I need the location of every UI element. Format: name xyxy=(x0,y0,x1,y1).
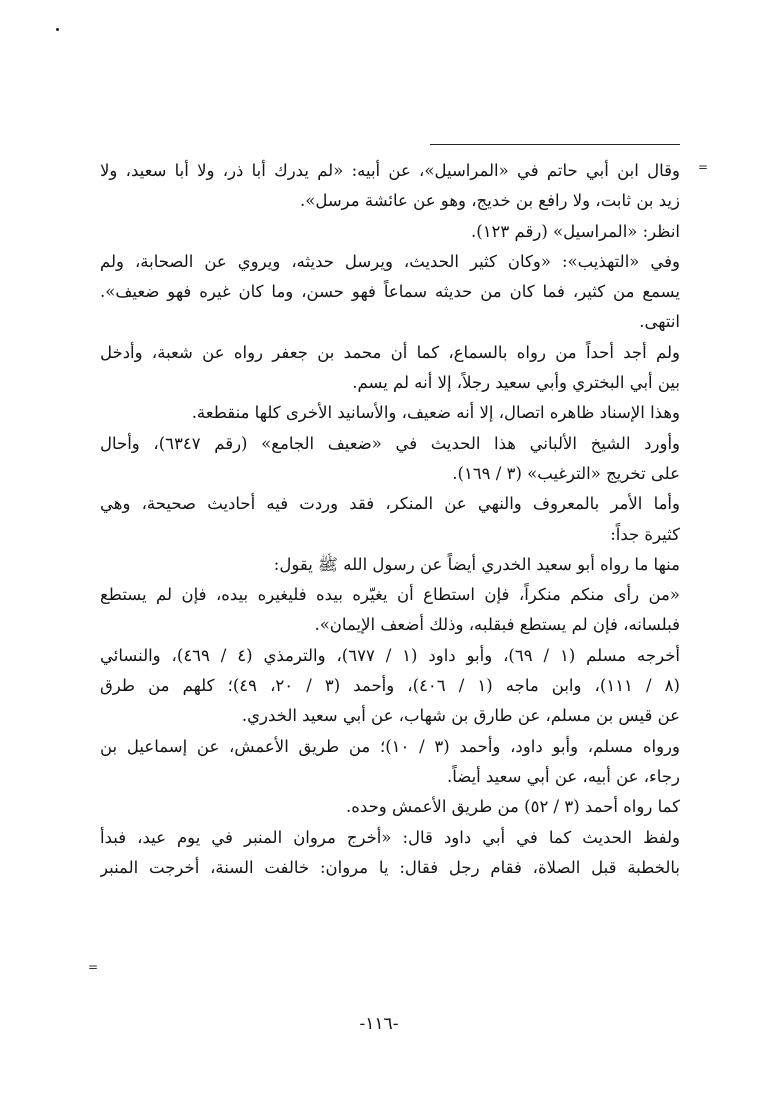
text-line: كثيرة جداً: xyxy=(610,524,680,544)
text-line: وقال ابن أبي حاتم في «المراسيل»، عن أبيه: «لم يدرك أبا ذر، ولا أبا سعيد، ولا xyxy=(100,161,680,180)
footnote-text xyxy=(100,156,680,883)
text-line: رجاء، عن أبيه، عن أبي سعيد أيضاً. xyxy=(447,766,680,786)
text-line: (٨ / ١١١)، وابن ماجه (١ / ٤٠٦)، وأحمد (٣ / ٢٠، ٤٩)؛ كلهم من طرق xyxy=(100,676,680,696)
scan-speck xyxy=(56,28,59,31)
text-line: على تخريج «الترغيب» (٣ / ١٦٩). xyxy=(452,463,680,483)
text-line: وهذا الإسناد ظاهره اتصال، إلا أنه ضعيف، والأسانيد الأخرى كلها منقطعة. xyxy=(191,403,680,423)
continuation-marker-bottom: = xyxy=(88,960,99,974)
footnote-separator xyxy=(430,144,680,145)
text-line: «من رأى منكم منكراً، فإن استطاع أن يغيّره بيده فليغيره بيده، فإن لم يستطع xyxy=(100,585,680,605)
text-line: انتهى. xyxy=(639,312,680,332)
page-number: -١١٦- xyxy=(359,1014,399,1034)
text-line: فبلسانه، فإن لم يستطع فبقلبه، وذلك أضعف الإيمان». xyxy=(314,615,680,635)
text-line: أخرجه مسلم (١ / ٦٩)، وأبو داود (١ / ٦٧٧)، والترمذي (٤ / ٤٦٩)، والنسائي xyxy=(100,645,680,665)
text-line: وفي «التهذيب»: «وكان كثير الحديث، ويرسل حديثه، ويروي عن الصحابة، ولم xyxy=(100,251,680,271)
text-line: زيد بن ثابت، ولا رافع بن خديج، وهو عن عائشة مرسل». xyxy=(300,191,680,211)
text-line: ولم أجد أحداً من رواه بالسماع، كما أن محمد بن جعفر رواه عن شعبة، وأدخل xyxy=(100,342,680,362)
text-line: عن قيس بن مسلم، عن طارق بن شهاب، عن أبي سعيد الخدري. xyxy=(241,706,680,726)
text-line: ورواه مسلم، وأبو داود، وأحمد (٣ / ١٠)؛ من طريق الأعمش، عن إسماعيل بن xyxy=(100,736,680,756)
text-line: انظر: «المراسيل» (رقم ١٢٣). xyxy=(471,221,680,241)
text-line: كما رواه أحمد (٣ / ٥٢) من طريق الأعمش وحده. xyxy=(346,797,680,817)
text-line: بالخطبة قبل الصلاة، فقام رجل فقال: يا مروان: خالفت السنة، أخرجت المنبر xyxy=(100,857,680,877)
continuation-marker-top: = xyxy=(698,160,709,174)
text-line: منها ما رواه أبو سعيد الخدري أيضاً عن رسول الله ﷺ يقول: xyxy=(273,554,680,574)
text-line: ولفظ الحديث كما في أبي داود قال: «أخرج مروان المنبر في يوم عيد، فبدأ xyxy=(100,827,680,847)
text-line: وأورد الشيخ الألباني هذا الحديث في «ضعيف الجامع» (رقم ٦٣٤٧)، وأحال xyxy=(100,433,680,453)
text-line: بين أبي البختري وأبي سعيد رجلاً، إلا أنه لم يسم. xyxy=(352,373,680,393)
text-line: وأما الأمر بالمعروف والنهي عن المنكر، فقد وردت فيه أحاديث صحيحة، وهي xyxy=(100,494,680,514)
text-line: يسمع من كثير، فما كان من حديثه سماعاً فهو حسن، وما كان غيره فهو ضعيف». xyxy=(100,282,680,302)
